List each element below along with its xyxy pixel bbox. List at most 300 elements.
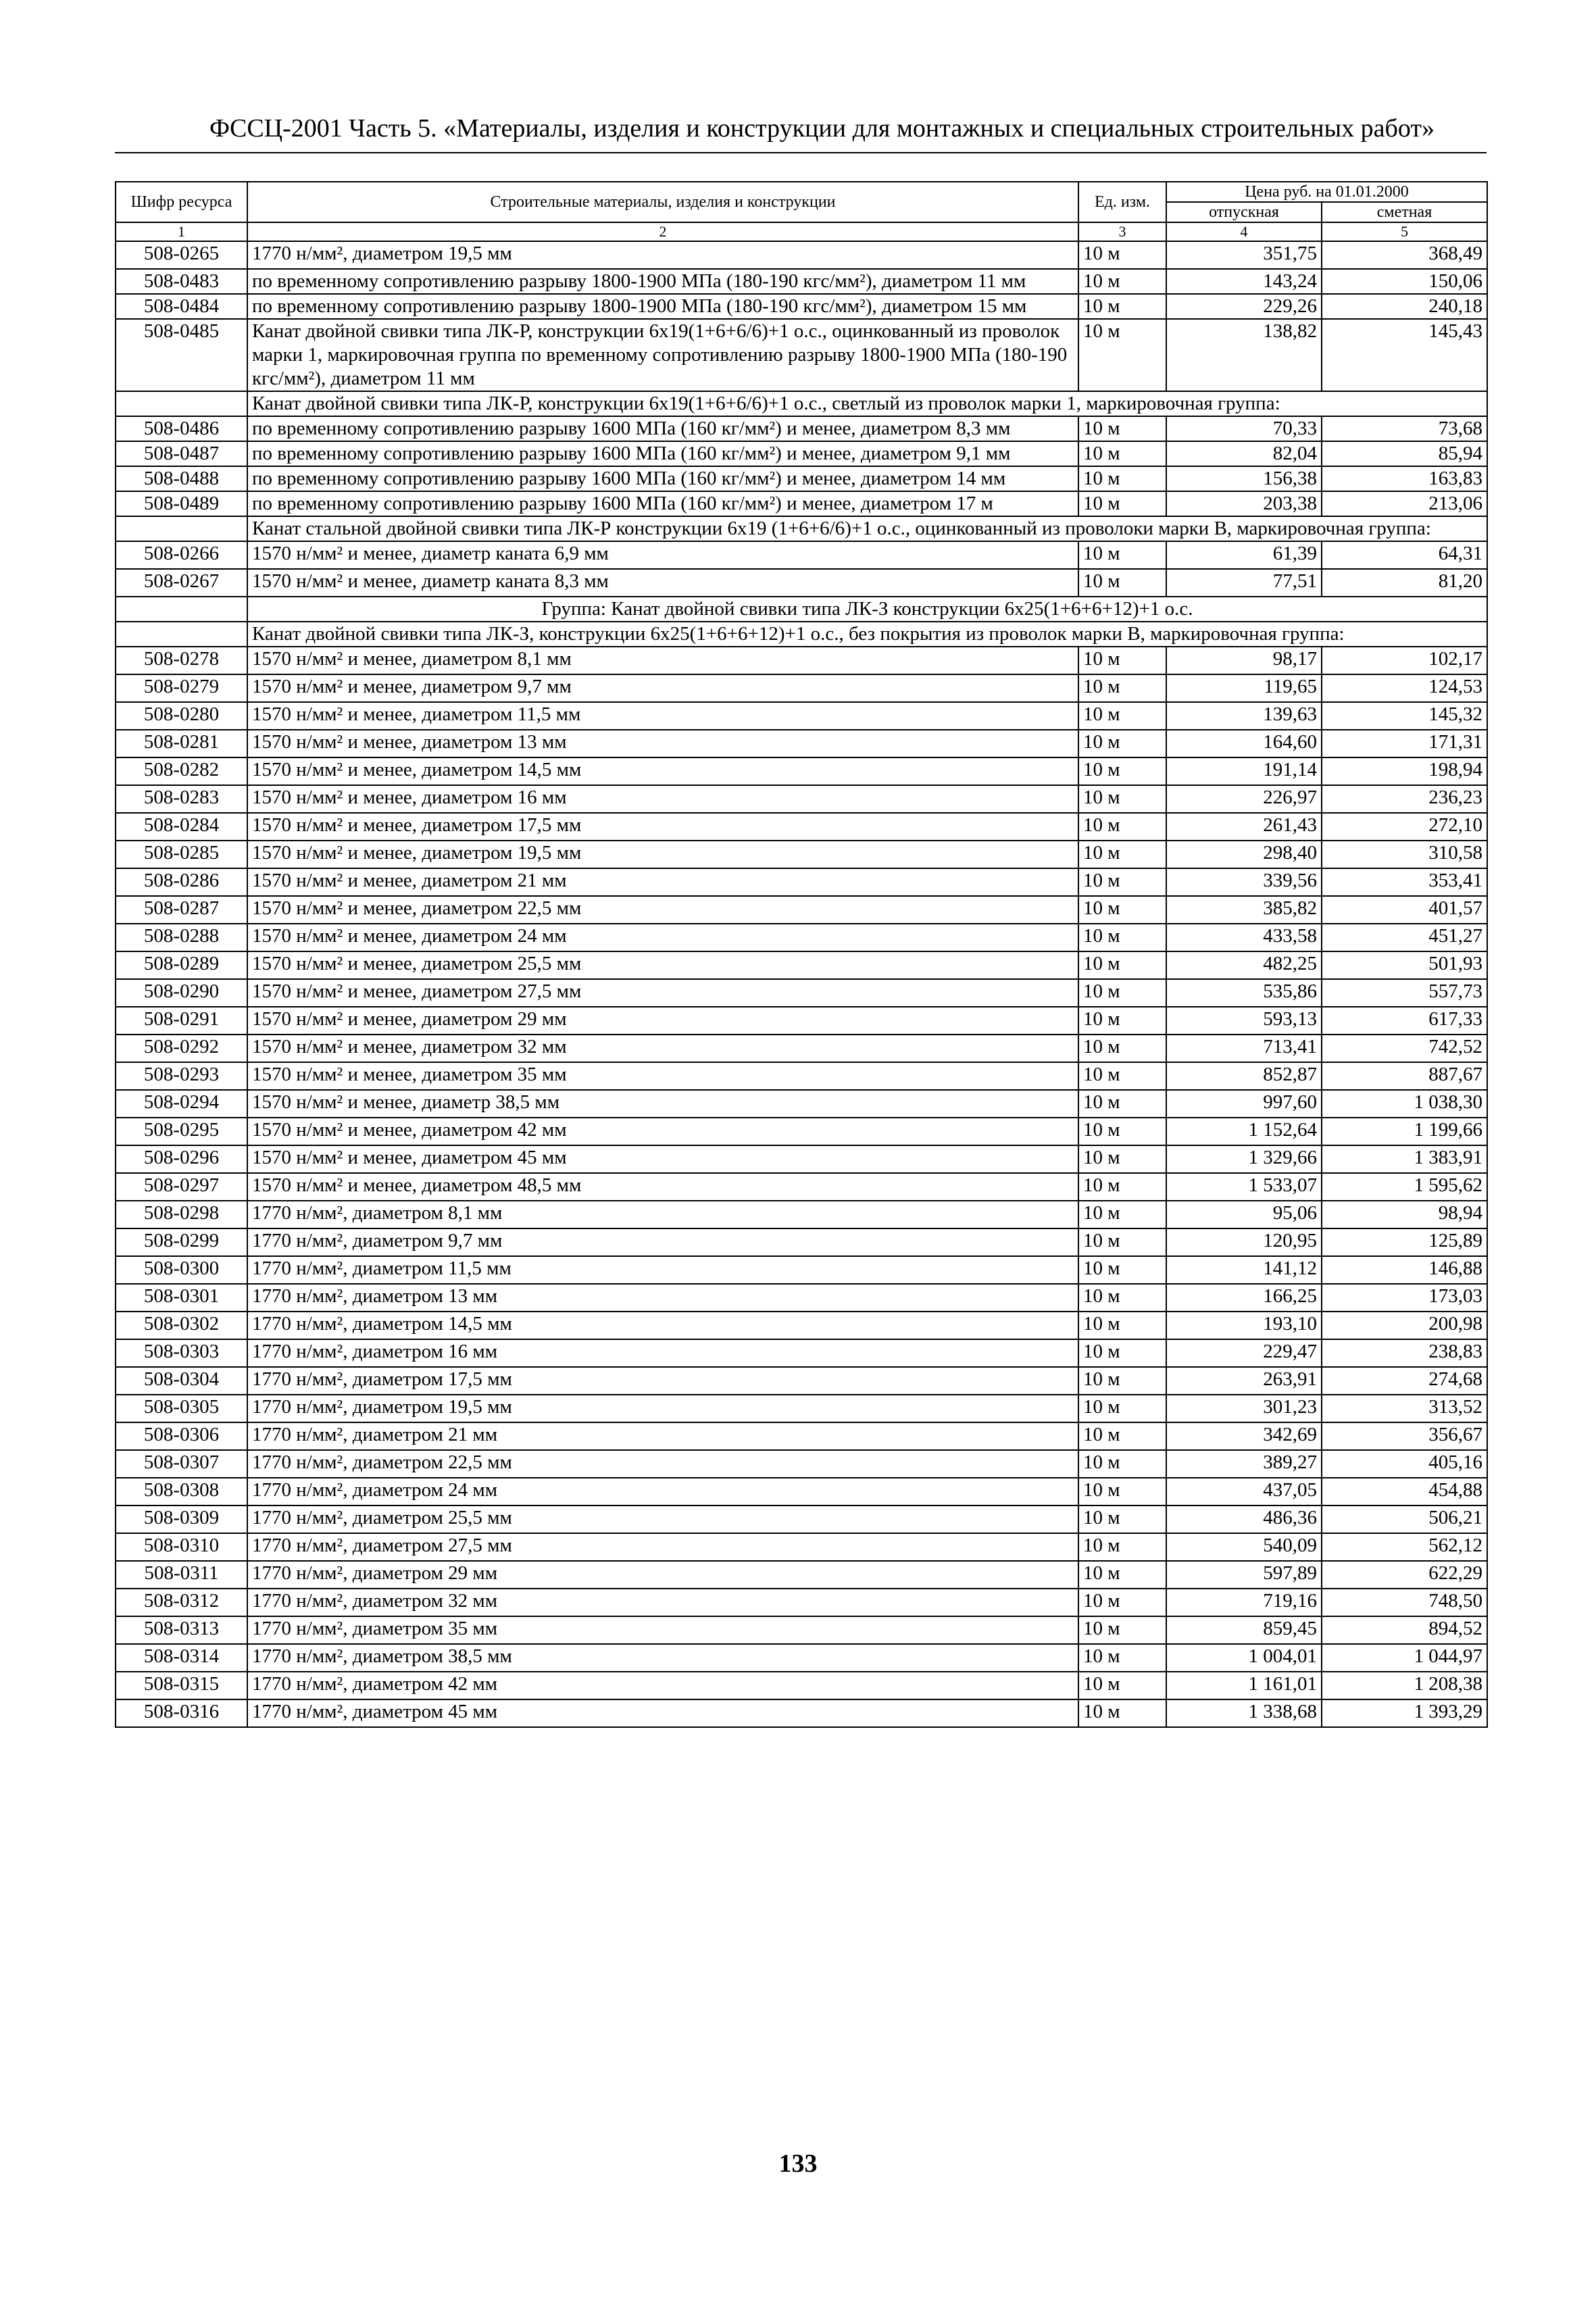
resource-code: 508-0282	[116, 757, 247, 785]
material-description: 1770 н/мм², диаметром 42 мм	[247, 1672, 1078, 1699]
resource-code: 508-0309	[116, 1505, 247, 1533]
unit-cell: 10 м	[1078, 1339, 1166, 1367]
material-description: 1570 н/мм² и менее, диаметром 24 мм	[247, 924, 1078, 951]
resource-code: 508-0302	[116, 1312, 247, 1339]
table-row	[116, 441, 1487, 466]
table-row	[116, 1505, 1487, 1533]
material-description: 1570 н/мм² и менее, диаметром 8,1 мм	[247, 647, 1078, 674]
unit-cell: 10 м	[1078, 785, 1166, 813]
material-description: по временному сопротивлению разрыву 1600 МПа (160 кг/мм²) и менее, диаметром 9,1 мм	[247, 441, 1078, 466]
release-price: 301,23	[1166, 1395, 1322, 1422]
table-row	[116, 466, 1487, 491]
material-description: 1570 н/мм² и менее, диаметром 14,5 мм	[247, 757, 1078, 785]
table-row	[116, 813, 1487, 841]
unit-cell: 10 м	[1078, 868, 1166, 896]
table-row	[116, 1201, 1487, 1228]
estimate-price: 401,57	[1322, 896, 1487, 924]
subsection-row	[116, 516, 1487, 541]
unit-cell: 10 м	[1078, 1699, 1166, 1727]
table-row	[116, 1145, 1487, 1173]
release-price: 138,82	[1166, 319, 1322, 391]
release-price: 139,63	[1166, 702, 1322, 730]
resource-code: 508-0306	[116, 1422, 247, 1450]
resource-code: 508-0296	[116, 1145, 247, 1173]
table-row	[116, 294, 1487, 319]
material-description: по временному сопротивлению разрыву 1600 МПа (160 кг/мм²) и менее, диаметром 8,3 мм	[247, 416, 1078, 441]
material-description: 1770 н/мм², диаметром 25,5 мм	[247, 1505, 1078, 1533]
resource-code: 508-0285	[116, 841, 247, 868]
resource-code: 508-0284	[116, 813, 247, 841]
unit-cell: 10 м	[1078, 1589, 1166, 1616]
release-price: 203,38	[1166, 491, 1322, 516]
release-price: 1 329,66	[1166, 1145, 1322, 1173]
material-description: по временному сопротивлению разрыву 1800-1900 МПа (180-190 кгс/мм²), диаметром 15 мм	[247, 294, 1078, 319]
col-number-1: 1	[116, 222, 247, 241]
estimate-price: 274,68	[1322, 1367, 1487, 1395]
empty-code-cell	[116, 597, 247, 622]
col-number-4: 4	[1166, 222, 1322, 241]
table-row	[116, 1395, 1487, 1422]
table-row	[116, 491, 1487, 516]
resource-code: 508-0288	[116, 924, 247, 951]
table-row	[116, 841, 1487, 868]
release-price: 82,04	[1166, 441, 1322, 466]
unit-cell: 10 м	[1078, 1616, 1166, 1644]
estimate-price: 748,50	[1322, 1589, 1487, 1616]
material-description: 1770 н/мм², диаметром 45 мм	[247, 1699, 1078, 1727]
unit-cell: 10 м	[1078, 294, 1166, 319]
table-row	[116, 896, 1487, 924]
resource-code: 508-0488	[116, 466, 247, 491]
release-price: 437,05	[1166, 1478, 1322, 1505]
table-row	[116, 702, 1487, 730]
release-price: 713,41	[1166, 1035, 1322, 1062]
estimate-price: 1 393,29	[1322, 1699, 1487, 1727]
material-description: 1570 н/мм² и менее, диаметром 13 мм	[247, 730, 1078, 757]
estimate-price: 213,06	[1322, 491, 1487, 516]
material-description: 1570 н/мм² и менее, диаметром 27,5 мм	[247, 979, 1078, 1007]
resource-code: 508-0301	[116, 1284, 247, 1312]
unit-cell: 10 м	[1078, 416, 1166, 441]
group-title: Группа: Канат двойной свивки типа ЛК-З конструкции 6х25(1+6+6+12)+1 о.с.	[247, 597, 1487, 622]
release-price: 156,38	[1166, 466, 1322, 491]
material-description: 1770 н/мм², диаметром 11,5 мм	[247, 1256, 1078, 1284]
page-number: 133	[778, 2149, 818, 2178]
table-row	[116, 1478, 1487, 1505]
release-price: 482,25	[1166, 951, 1322, 979]
unit-cell: 10 м	[1078, 1672, 1166, 1699]
estimate-price: 1 038,30	[1322, 1090, 1487, 1118]
unit-cell: 10 м	[1078, 491, 1166, 516]
material-description: 1770 н/мм², диаметром 13 мм	[247, 1284, 1078, 1312]
estimate-price: 887,67	[1322, 1062, 1487, 1090]
resource-code: 508-0293	[116, 1062, 247, 1090]
unit-cell: 10 м	[1078, 441, 1166, 466]
unit-cell: 10 м	[1078, 569, 1166, 597]
unit-cell: 10 м	[1078, 1422, 1166, 1450]
release-price: 261,43	[1166, 813, 1322, 841]
release-price: 298,40	[1166, 841, 1322, 868]
release-price: 120,95	[1166, 1228, 1322, 1256]
material-description: 1570 н/мм² и менее, диаметром 42 мм	[247, 1118, 1078, 1145]
page-header: ФССЦ-2001 Часть 5. «Материалы, изделия и конструкции для монтажных и специальных строительных работ»	[209, 114, 1435, 143]
unit-cell: 10 м	[1078, 1090, 1166, 1118]
release-price: 191,14	[1166, 757, 1322, 785]
release-price: 1 533,07	[1166, 1173, 1322, 1201]
table-row	[116, 1422, 1487, 1450]
table-row	[116, 1173, 1487, 1201]
release-price: 597,89	[1166, 1561, 1322, 1589]
material-description: 1570 н/мм² и менее, диаметром 17,5 мм	[247, 813, 1078, 841]
resource-code: 508-0295	[116, 1118, 247, 1145]
release-price: 141,12	[1166, 1256, 1322, 1284]
estimate-price: 200,98	[1322, 1312, 1487, 1339]
material-description: по временному сопротивлению разрыву 1800-1900 МПа (180-190 кгс/мм²), диаметром 11 мм	[247, 269, 1078, 294]
col-header-estimate: сметная	[1322, 202, 1487, 222]
resource-code: 508-0292	[116, 1035, 247, 1062]
resource-code: 508-0308	[116, 1478, 247, 1505]
estimate-price: 125,89	[1322, 1228, 1487, 1256]
material-description: 1570 н/мм² и менее, диаметром 48,5 мм	[247, 1173, 1078, 1201]
release-price: 61,39	[1166, 541, 1322, 569]
table-row	[116, 1312, 1487, 1339]
resource-code: 508-0313	[116, 1616, 247, 1644]
estimate-price: 124,53	[1322, 674, 1487, 702]
estimate-price: 150,06	[1322, 269, 1487, 294]
release-price: 339,56	[1166, 868, 1322, 896]
material-description: 1570 н/мм² и менее, диаметр 38,5 мм	[247, 1090, 1078, 1118]
unit-cell: 10 м	[1078, 647, 1166, 674]
material-description: 1770 н/мм², диаметром 27,5 мм	[247, 1533, 1078, 1561]
release-price: 164,60	[1166, 730, 1322, 757]
table-row	[116, 1062, 1487, 1090]
resource-code: 508-0483	[116, 269, 247, 294]
estimate-price: 454,88	[1322, 1478, 1487, 1505]
release-price: 1 152,64	[1166, 1118, 1322, 1145]
estimate-price: 145,32	[1322, 702, 1487, 730]
release-price: 342,69	[1166, 1422, 1322, 1450]
resource-code: 508-0486	[116, 416, 247, 441]
estimate-price: 310,58	[1322, 841, 1487, 868]
material-description: 1570 н/мм² и менее, диаметром 22,5 мм	[247, 896, 1078, 924]
unit-cell: 10 м	[1078, 1228, 1166, 1256]
resource-code: 508-0299	[116, 1228, 247, 1256]
col-header-name: Строительные материалы, изделия и конструкции	[247, 182, 1078, 222]
material-description: 1770 н/мм², диаметром 19,5 мм	[247, 1395, 1078, 1422]
table-row	[116, 730, 1487, 757]
release-price: 229,26	[1166, 294, 1322, 319]
resource-code: 508-0278	[116, 647, 247, 674]
unit-cell: 10 м	[1078, 1533, 1166, 1561]
unit-cell: 10 м	[1078, 1256, 1166, 1284]
release-price: 119,65	[1166, 674, 1322, 702]
estimate-price: 1 208,38	[1322, 1672, 1487, 1699]
table-body	[116, 241, 1487, 1727]
material-description: 1570 н/мм² и менее, диаметром 21 мм	[247, 868, 1078, 896]
unit-cell: 10 м	[1078, 1478, 1166, 1505]
unit-cell: 10 м	[1078, 979, 1166, 1007]
unit-cell: 10 м	[1078, 1505, 1166, 1533]
release-price: 263,91	[1166, 1367, 1322, 1395]
estimate-price: 405,16	[1322, 1450, 1487, 1478]
unit-cell: 10 м	[1078, 896, 1166, 924]
estimate-price: 146,88	[1322, 1256, 1487, 1284]
resource-code: 508-0310	[116, 1533, 247, 1561]
subsection-note: Канат двойной свивки типа ЛК-Р, конструкции 6х19(1+6+6/6)+1 о.с., светлый из проволок марки 1, маркировочная группа:	[247, 391, 1487, 416]
table-row	[116, 1256, 1487, 1284]
unit-cell: 10 м	[1078, 1561, 1166, 1589]
release-price: 486,36	[1166, 1505, 1322, 1533]
release-price: 852,87	[1166, 1062, 1322, 1090]
col-number-3: 3	[1078, 222, 1166, 241]
table-row	[116, 1007, 1487, 1035]
material-description: по временному сопротивлению разрыву 1600 МПа (160 кг/мм²) и менее, диаметром 17 м	[247, 491, 1078, 516]
release-price: 385,82	[1166, 896, 1322, 924]
subsection-note: Канат стальной двойной свивки типа ЛК-Р конструкции 6х19 (1+6+6/6)+1 о.с., оцинкованный из проволоки марки В, маркировочная группа:	[247, 516, 1487, 541]
price-table	[115, 181, 1488, 1728]
material-description: 1570 н/мм² и менее, диаметром 25,5 мм	[247, 951, 1078, 979]
estimate-price: 353,41	[1322, 868, 1487, 896]
unit-cell: 10 м	[1078, 1312, 1166, 1339]
table-row	[116, 269, 1487, 294]
table-row	[116, 241, 1487, 269]
table-row	[116, 416, 1487, 441]
col-header-price: Цена руб. на 01.01.2000	[1166, 182, 1487, 202]
release-price: 143,24	[1166, 269, 1322, 294]
material-description: 1770 н/мм², диаметром 8,1 мм	[247, 1201, 1078, 1228]
estimate-price: 64,31	[1322, 541, 1487, 569]
estimate-price: 102,17	[1322, 647, 1487, 674]
material-description: 1570 н/мм² и менее, диаметром 9,7 мм	[247, 674, 1078, 702]
subsection-note: Канат двойной свивки типа ЛК-З, конструкции 6х25(1+6+6+12)+1 о.с., без покрытия из проволок марки В, маркировочная группа:	[247, 622, 1487, 647]
estimate-price: 368,49	[1322, 241, 1487, 269]
unit-cell: 10 м	[1078, 674, 1166, 702]
estimate-price: 451,27	[1322, 924, 1487, 951]
resource-code: 508-0314	[116, 1644, 247, 1672]
resource-code: 508-0484	[116, 294, 247, 319]
estimate-price: 238,83	[1322, 1339, 1487, 1367]
resource-code: 508-0291	[116, 1007, 247, 1035]
group-row	[116, 597, 1487, 622]
table-row	[116, 541, 1487, 569]
table-row	[116, 1533, 1487, 1561]
table-row	[116, 1672, 1487, 1699]
unit-cell: 10 м	[1078, 702, 1166, 730]
unit-cell: 10 м	[1078, 541, 1166, 569]
unit-cell: 10 м	[1078, 924, 1166, 951]
empty-code-cell	[116, 516, 247, 541]
material-description: 1770 н/мм², диаметром 17,5 мм	[247, 1367, 1078, 1395]
col-header-unit: Ед. изм.	[1078, 182, 1166, 222]
estimate-price: 145,43	[1322, 319, 1487, 391]
release-price: 535,86	[1166, 979, 1322, 1007]
table-row	[116, 951, 1487, 979]
empty-code-cell	[116, 391, 247, 416]
empty-code-cell	[116, 622, 247, 647]
resource-code: 508-0298	[116, 1201, 247, 1228]
release-price: 719,16	[1166, 1589, 1322, 1616]
release-price: 433,58	[1166, 924, 1322, 951]
resource-code: 508-0281	[116, 730, 247, 757]
estimate-price: 1 044,97	[1322, 1644, 1487, 1672]
estimate-price: 617,33	[1322, 1007, 1487, 1035]
release-price: 389,27	[1166, 1450, 1322, 1478]
col-header-code: Шифр ресурса	[116, 182, 247, 222]
unit-cell: 10 м	[1078, 730, 1166, 757]
resource-code: 508-0283	[116, 785, 247, 813]
unit-cell: 10 м	[1078, 1201, 1166, 1228]
resource-code: 508-0307	[116, 1450, 247, 1478]
resource-code: 508-0312	[116, 1589, 247, 1616]
resource-code: 508-0315	[116, 1672, 247, 1699]
release-price: 226,97	[1166, 785, 1322, 813]
material-description: 1770 н/мм², диаметром 14,5 мм	[247, 1312, 1078, 1339]
material-description: 1770 н/мм², диаметром 19,5 мм	[247, 241, 1078, 269]
subsection-row	[116, 622, 1487, 647]
unit-cell: 10 м	[1078, 1173, 1166, 1201]
release-price: 95,06	[1166, 1201, 1322, 1228]
resource-code: 508-0280	[116, 702, 247, 730]
table-row	[116, 569, 1487, 597]
estimate-price: 85,94	[1322, 441, 1487, 466]
estimate-price: 73,68	[1322, 416, 1487, 441]
material-description: 1570 н/мм² и менее, диаметр каната 6,9 мм	[247, 541, 1078, 569]
unit-cell: 10 м	[1078, 241, 1166, 269]
estimate-price: 173,03	[1322, 1284, 1487, 1312]
estimate-price: 236,23	[1322, 785, 1487, 813]
table-row	[116, 1035, 1487, 1062]
material-description: 1570 н/мм² и менее, диаметром 16 мм	[247, 785, 1078, 813]
table-row	[116, 674, 1487, 702]
unit-cell: 10 м	[1078, 951, 1166, 979]
release-price: 593,13	[1166, 1007, 1322, 1035]
release-price: 859,45	[1166, 1616, 1322, 1644]
table-row	[116, 924, 1487, 951]
unit-cell: 10 м	[1078, 1145, 1166, 1173]
resource-code: 508-0311	[116, 1561, 247, 1589]
unit-cell: 10 м	[1078, 813, 1166, 841]
material-description: 1770 н/мм², диаметром 24 мм	[247, 1478, 1078, 1505]
material-description: 1770 н/мм², диаметром 16 мм	[247, 1339, 1078, 1367]
estimate-price: 506,21	[1322, 1505, 1487, 1533]
estimate-price: 163,83	[1322, 466, 1487, 491]
table-row	[116, 319, 1487, 391]
col-header-release: отпускная	[1166, 202, 1322, 222]
table-row	[116, 1284, 1487, 1312]
release-price: 229,47	[1166, 1339, 1322, 1367]
resource-code: 508-0287	[116, 896, 247, 924]
estimate-price: 240,18	[1322, 294, 1487, 319]
table-row	[116, 868, 1487, 896]
material-description: 1570 н/мм² и менее, диаметром 29 мм	[247, 1007, 1078, 1035]
estimate-price: 272,10	[1322, 813, 1487, 841]
unit-cell: 10 м	[1078, 841, 1166, 868]
release-price: 540,09	[1166, 1533, 1322, 1561]
col-number-2: 2	[247, 222, 1078, 241]
estimate-price: 198,94	[1322, 757, 1487, 785]
material-description: 1770 н/мм², диаметром 35 мм	[247, 1616, 1078, 1644]
material-description: по временному сопротивлению разрыву 1600 МПа (160 кг/мм²) и менее, диаметром 14 мм	[247, 466, 1078, 491]
material-description: 1770 н/мм², диаметром 22,5 мм	[247, 1450, 1078, 1478]
table-row	[116, 1118, 1487, 1145]
material-description: 1570 н/мм² и менее, диаметром 32 мм	[247, 1035, 1078, 1062]
resource-code: 508-0305	[116, 1395, 247, 1422]
resource-code: 508-0300	[116, 1256, 247, 1284]
material-description: 1770 н/мм², диаметром 32 мм	[247, 1589, 1078, 1616]
unit-cell: 10 м	[1078, 1062, 1166, 1090]
release-price: 70,33	[1166, 416, 1322, 441]
unit-cell: 10 м	[1078, 1450, 1166, 1478]
estimate-price: 171,31	[1322, 730, 1487, 757]
table-row	[116, 979, 1487, 1007]
unit-cell: 10 м	[1078, 1007, 1166, 1035]
resource-code: 508-0304	[116, 1367, 247, 1395]
table-row	[116, 1450, 1487, 1478]
estimate-price: 1 383,91	[1322, 1145, 1487, 1173]
material-description: 1770 н/мм², диаметром 9,7 мм	[247, 1228, 1078, 1256]
unit-cell: 10 м	[1078, 1284, 1166, 1312]
unit-cell: 10 м	[1078, 1035, 1166, 1062]
resource-code: 508-0265	[116, 241, 247, 269]
release-price: 77,51	[1166, 569, 1322, 597]
material-description: 1570 н/мм² и менее, диаметр каната 8,3 мм	[247, 569, 1078, 597]
unit-cell: 10 м	[1078, 1395, 1166, 1422]
unit-cell: 10 м	[1078, 319, 1166, 391]
estimate-price: 562,12	[1322, 1533, 1487, 1561]
table-row	[116, 1616, 1487, 1644]
material-description: 1770 н/мм², диаметром 21 мм	[247, 1422, 1078, 1450]
resource-code: 508-0297	[116, 1173, 247, 1201]
resource-code: 508-0303	[116, 1339, 247, 1367]
table-row	[116, 647, 1487, 674]
table-row	[116, 1367, 1487, 1395]
table-row	[116, 1090, 1487, 1118]
material-description: 1570 н/мм² и менее, диаметром 45 мм	[247, 1145, 1078, 1173]
unit-cell: 10 м	[1078, 1644, 1166, 1672]
table-row	[116, 1699, 1487, 1727]
release-price: 1 004,01	[1166, 1644, 1322, 1672]
material-description: 1770 н/мм², диаметром 38,5 мм	[247, 1644, 1078, 1672]
unit-cell: 10 м	[1078, 269, 1166, 294]
estimate-price: 313,52	[1322, 1395, 1487, 1422]
resource-code: 508-0316	[116, 1699, 247, 1727]
estimate-price: 742,52	[1322, 1035, 1487, 1062]
resource-code: 508-0487	[116, 441, 247, 466]
resource-code: 508-0485	[116, 319, 247, 391]
resource-code: 508-0289	[116, 951, 247, 979]
release-price: 351,75	[1166, 241, 1322, 269]
col-number-5: 5	[1322, 222, 1487, 241]
table-row	[116, 757, 1487, 785]
table-row	[116, 785, 1487, 813]
resource-code: 508-0279	[116, 674, 247, 702]
estimate-price: 1 199,66	[1322, 1118, 1487, 1145]
estimate-price: 622,29	[1322, 1561, 1487, 1589]
estimate-price: 98,94	[1322, 1201, 1487, 1228]
estimate-price: 894,52	[1322, 1616, 1487, 1644]
estimate-price: 356,67	[1322, 1422, 1487, 1450]
material-description: 1570 н/мм² и менее, диаметром 35 мм	[247, 1062, 1078, 1090]
release-price: 997,60	[1166, 1090, 1322, 1118]
table-row	[116, 1589, 1487, 1616]
resource-code: 508-0489	[116, 491, 247, 516]
resource-code: 508-0266	[116, 541, 247, 569]
resource-code: 508-0290	[116, 979, 247, 1007]
resource-code: 508-0294	[116, 1090, 247, 1118]
table-row	[116, 1561, 1487, 1589]
table-row	[116, 1228, 1487, 1256]
estimate-price: 1 595,62	[1322, 1173, 1487, 1201]
